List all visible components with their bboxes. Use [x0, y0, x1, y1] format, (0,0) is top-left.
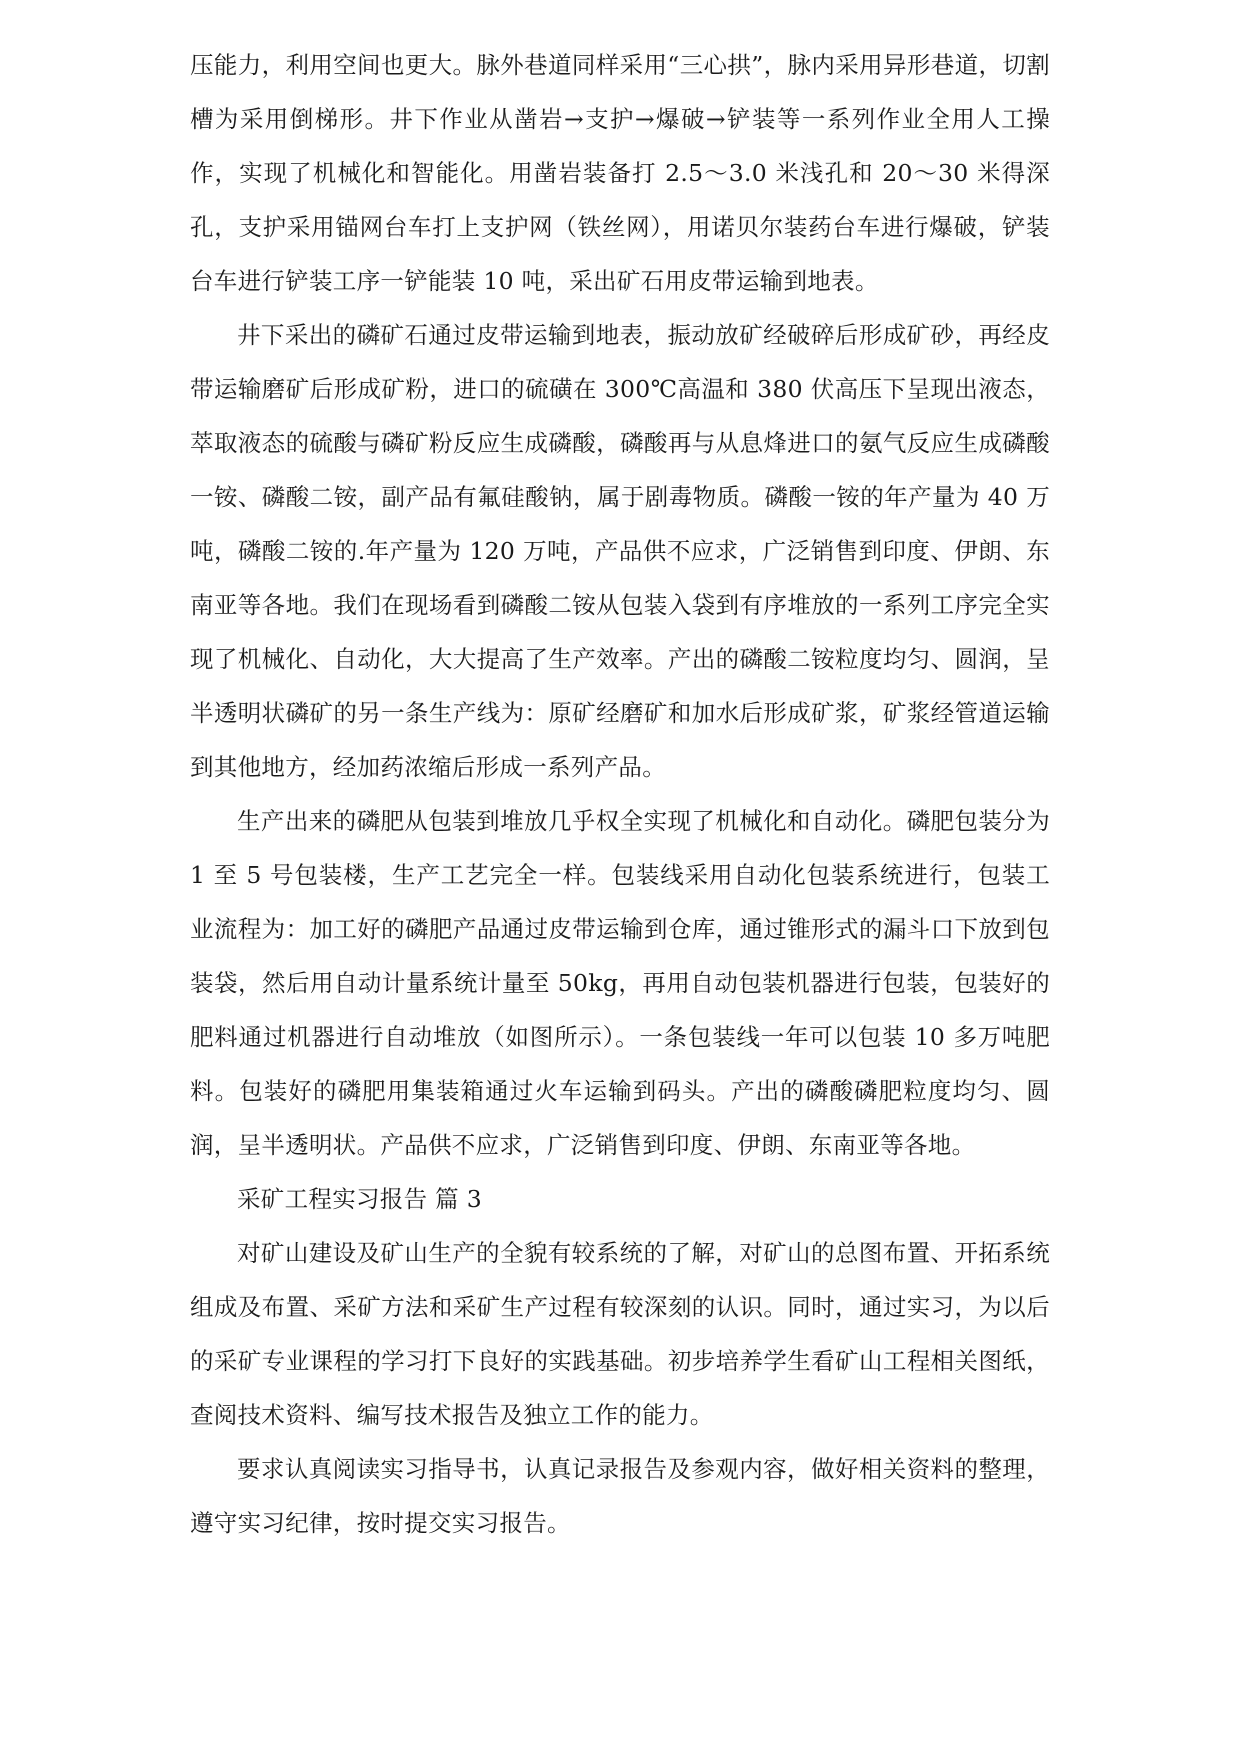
paragraph-internship-goals: 对矿山建设及矿山生产的全貌有较系统的了解，对矿山的总图布置、开拓系统组成及布置、采矿方法和采矿生产过程有较深刻的认识。同时，通过实习，为以后的采矿专业课程的学习打下良好的实践基础。初步培养学生看矿山工程相关图纸，查阅技术资料、编写技术报告及独立工作的能力。	[190, 1239, 1050, 1429]
section-heading: 采矿工程实习报告 篇 3	[237, 1185, 482, 1213]
paragraph-internship-requirements: 要求认真阅读实习指导书，认真记录报告及参观内容，做好相关资料的整理，遵守实习纪律，按时提交实习报告。	[190, 1455, 1050, 1537]
paragraph-mining-operations: 压能力，利用空间也更大。脉外巷道同样采用“三心拱”，脉内采用异形巷道，切割槽为采用倒梯形。井下作业从凿岩→支护→爆破→铲装等一系列作业全用人工操作，实现了机械化和智能化。用凿岩装备打 2.5～3.0 米浅孔和 20～30 米得深孔，支护采用锚网台车打上支护网（铁丝网），用诺贝尔装药台车进行爆破，铲装台车进行铲装工序一铲能装 10 吨，采出矿石用皮带运输到地表。	[190, 51, 1050, 295]
document-body	[190, 38, 1050, 1550]
paragraph-phosphate-processing: 井下采出的磷矿石通过皮带运输到地表，振动放矿经破碎后形成矿砂，再经皮带运输磨矿后形成矿粉，进口的硫磺在 300℃高温和 380 伏高压下呈现出液态，萃取液态的硫酸与磷矿粉反应生成磷酸，磷酸再与从息烽进口的氨气反应生成磷酸一铵、磷酸二铵，副产品有氟硅酸钠，属于剧毒物质。磷酸一铵的年产量为 40 万吨，磷酸二铵的.年产量为 120 万吨，产品供不应求，广泛销售到印度、伊朗、东南亚等各地。我们在现场看到磷酸二铵从包装入袋到有序堆放的一系列工序完全实现了机械化、自动化，大大提高了生产效率。产出的磷酸二铵粒度均匀、圆润，呈半透明状磷矿的另一条生产线为：原矿经磨矿和加水后形成矿浆，矿浆经管道运输到其他地方，经加药浓缩后形成一系列产品。	[190, 321, 1050, 781]
paragraph-fertilizer-packaging: 生产出来的磷肥从包装到堆放几乎权全实现了机械化和自动化。磷肥包装分为 1 至 5 号包装楼，生产工艺完全一样。包装线采用自动化包装系统进行，包装工业流程为：加工好的磷肥产品通过皮带运输到仓库，通过锥形式的漏斗口下放到包装袋，然后用自动计量系统计量至 50kg，再用自动包装机器进行包装，包装好的肥料通过机器进行自动堆放（如图所示）。一条包装线一年可以包装 10 多万吨肥料。包装好的磷肥用集装箱通过火车运输到码头。产出的磷酸磷肥粒度均匀、圆润，呈半透明状。产品供不应求，广泛销售到印度、伊朗、东南亚等各地。	[190, 807, 1050, 1159]
